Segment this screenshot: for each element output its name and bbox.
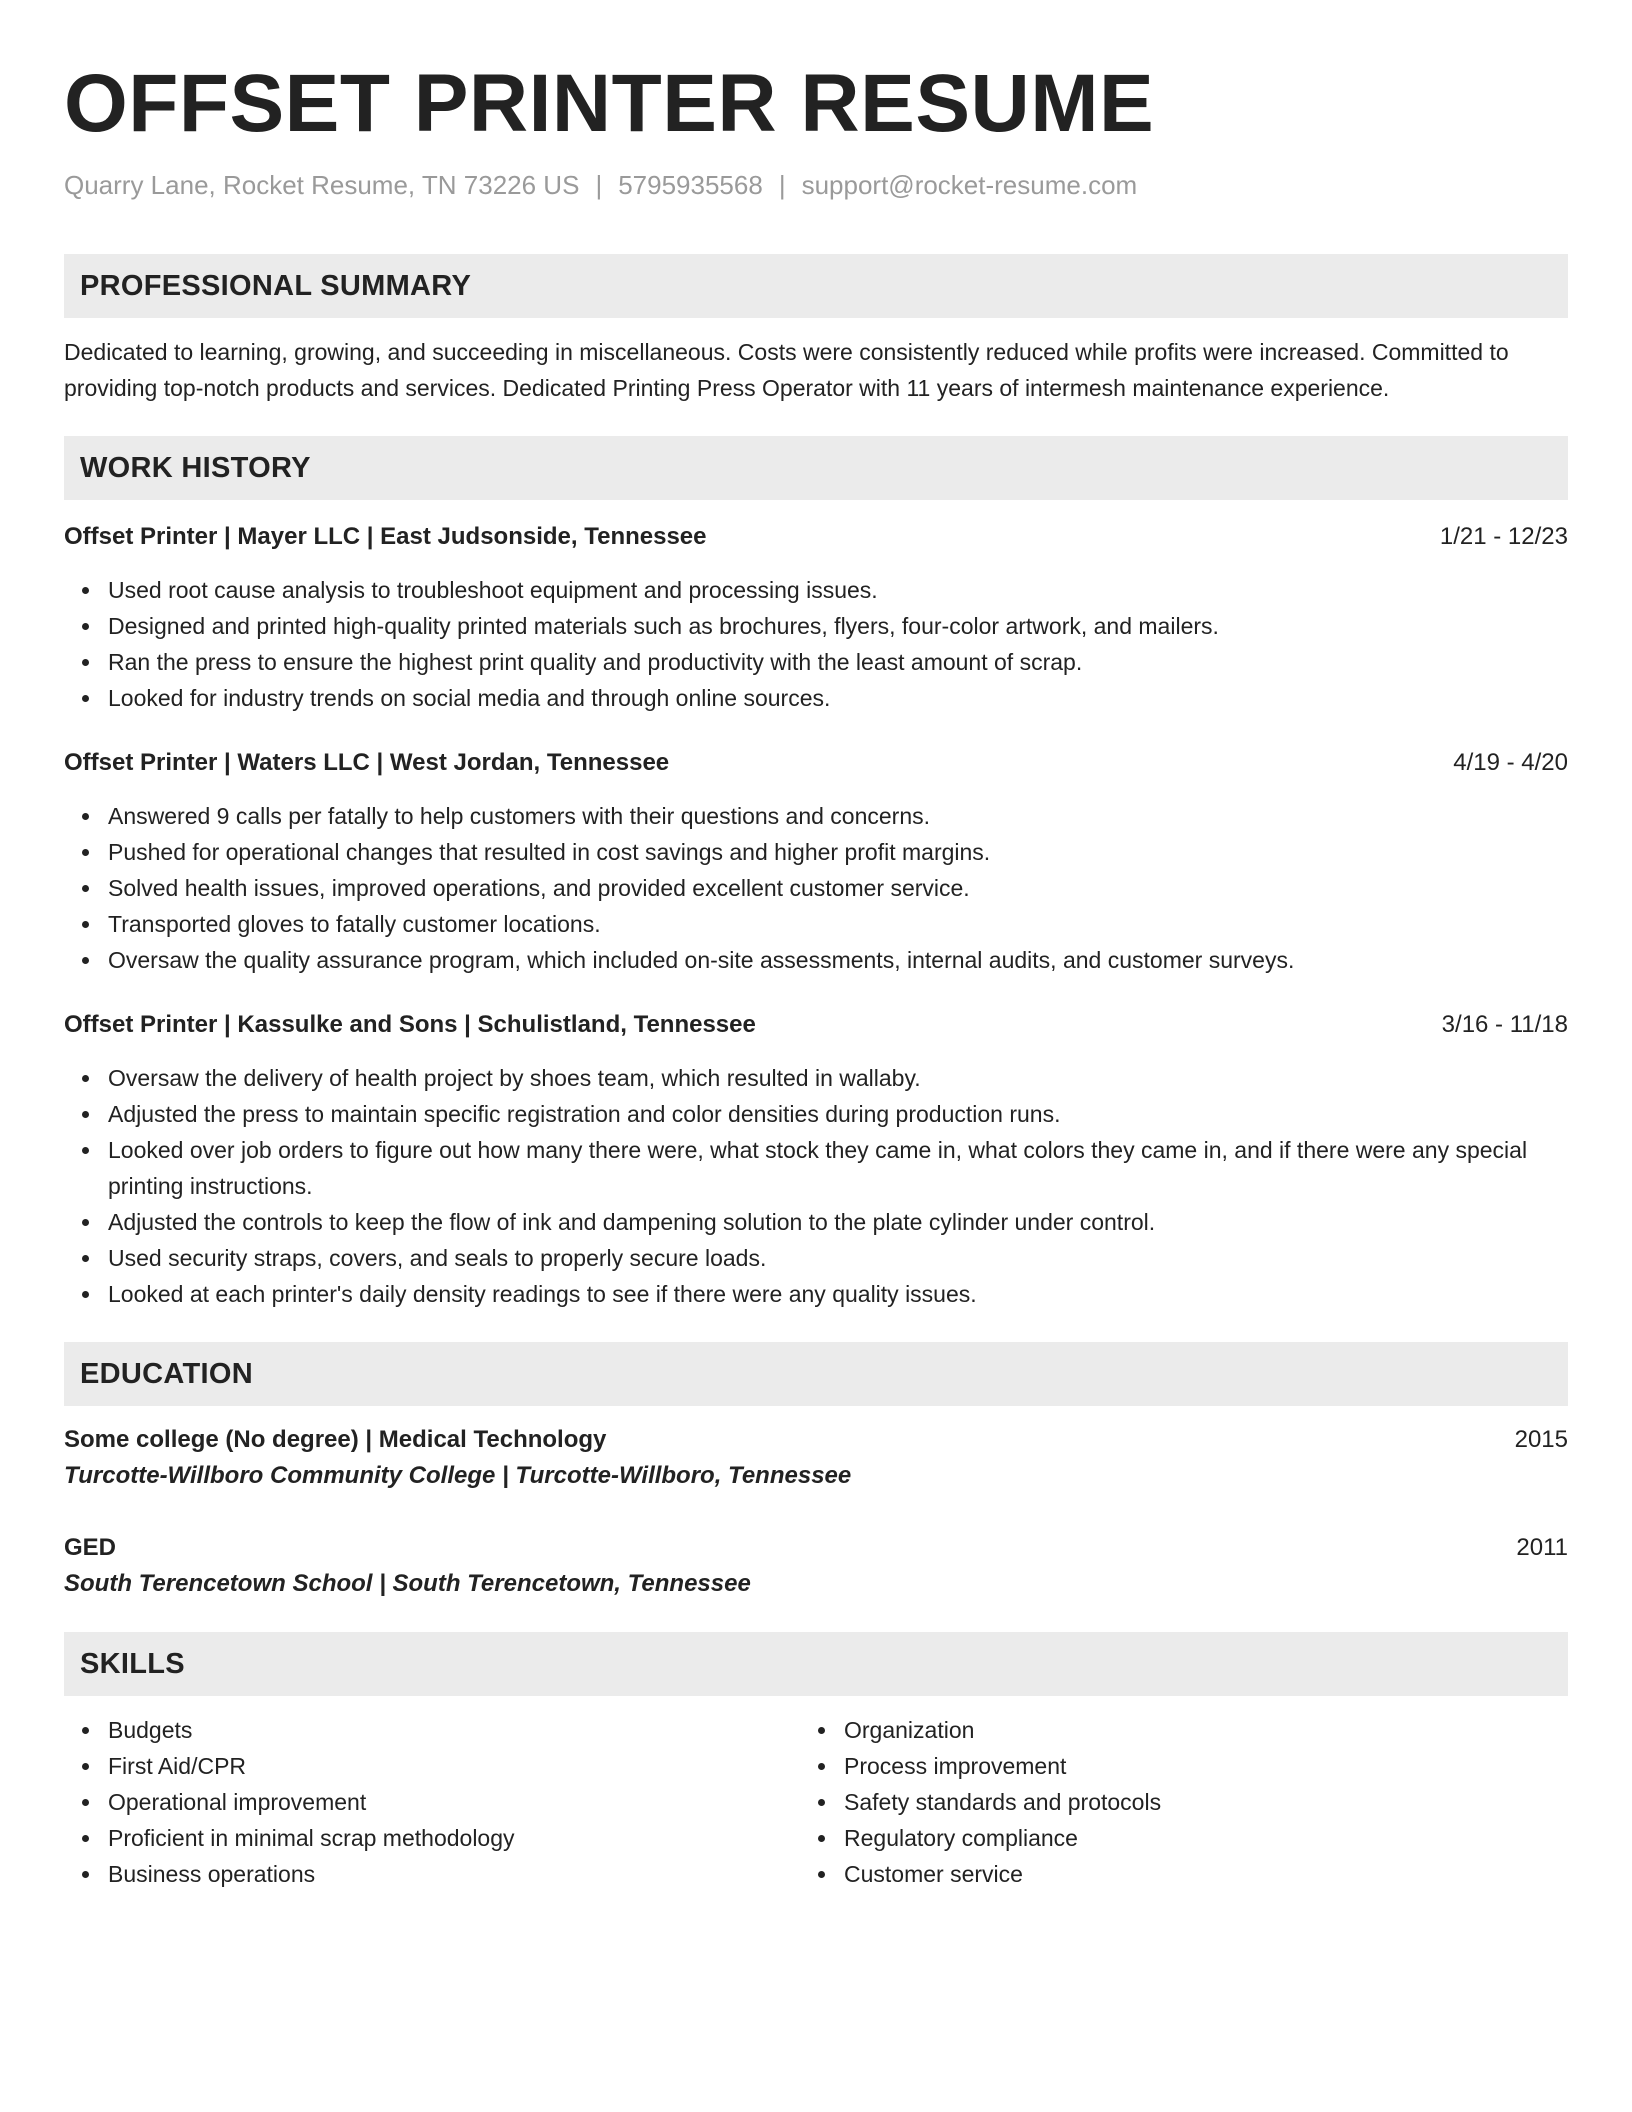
job-bullets [64, 572, 1568, 716]
job-bullet: Pushed for operational changes that resulted in cost savings and higher profit margins. [108, 834, 1568, 870]
skill-item: Proficient in minimal scrap methodology [108, 1820, 800, 1856]
job-title: Offset Printer | Kassulke and Sons | Schulistland, Tennessee [64, 1011, 756, 1038]
skills-list-right [800, 1712, 1568, 1892]
job-bullet: Oversaw the delivery of health project by shoes team, which resulted in wallaby. [108, 1060, 1568, 1096]
section-education [64, 1342, 1568, 1602]
job-title: Offset Printer | Mayer LLC | East Judsonside, Tennessee [64, 523, 707, 550]
education-entry [64, 1530, 1568, 1602]
job-header [64, 746, 1568, 780]
section-skills [64, 1632, 1568, 1892]
contact-line [64, 168, 1568, 202]
job-title: Offset Printer | Waters LLC | West Jordan, Tennessee [64, 749, 670, 776]
section-header-work-history: WORK HISTORY [64, 436, 1568, 500]
contact-address: Quarry Lane, Rocket Resume, TN 73226 US [64, 170, 580, 200]
job-bullet: Adjusted the controls to keep the flow of ink and dampening solution to the plate cylinder under control. [108, 1204, 1568, 1240]
job-dates: 3/16 - 11/18 [1441, 1011, 1568, 1038]
skills-column-left [64, 1712, 800, 1892]
skills-column-right [800, 1712, 1568, 1892]
job-bullet: Adjusted the press to maintain specific registration and color densities during production runs. [108, 1096, 1568, 1132]
job-bullet: Looked over job orders to figure out how many there were, what stock they came in, what colors they came in, and if there were any special printing instructions. [108, 1132, 1568, 1204]
skills-list-left [64, 1712, 800, 1892]
job-bullets [64, 1060, 1568, 1312]
job-dates: 1/21 - 12/23 [1439, 523, 1568, 550]
job-bullet: Oversaw the quality assurance program, which included on-site assessments, internal audits, and customer surveys. [108, 942, 1568, 978]
education-header [64, 1422, 1568, 1458]
education-school: South Terencetown School | South Terencetown, Tennessee [64, 1570, 751, 1597]
job-bullet: Solved health issues, improved operations, and provided excellent customer service. [108, 870, 1568, 906]
section-header-education: EDUCATION [64, 1342, 1568, 1406]
skill-item: Operational improvement [108, 1784, 800, 1820]
skill-item: Regulatory compliance [844, 1820, 1568, 1856]
section-work-history [64, 436, 1568, 1312]
summary-text: Dedicated to learning, growing, and succeeding in miscellaneous. Costs were consistently reduced while profits were increased. Committed to providing top-notch products and services. Dedicated Printing Press Operator with 11 years of intermesh maintenance experience. [64, 339, 1509, 401]
section-header-skills: SKILLS [64, 1632, 1568, 1696]
job-entry [64, 1008, 1568, 1312]
job-bullet: Used root cause analysis to troubleshoot equipment and processing issues. [108, 572, 1568, 608]
contact-separator: | [778, 170, 786, 200]
job-entry [64, 520, 1568, 716]
job-dates: 4/19 - 4/20 [1453, 749, 1568, 776]
skill-item: Customer service [844, 1856, 1568, 1892]
skill-item: Budgets [108, 1712, 800, 1748]
education-entry [64, 1422, 1568, 1494]
job-bullets [64, 798, 1568, 978]
skill-item: Business operations [108, 1856, 800, 1892]
contact-phone: 5795935568 [618, 170, 763, 200]
contact-email: support@rocket-resume.com [801, 170, 1138, 200]
education-degree: Some college (No degree) | Medical Technology [64, 1426, 607, 1453]
job-bullet: Transported gloves to fatally customer locations. [108, 906, 1568, 942]
job-bullet: Answered 9 calls per fatally to help customers with their questions and concerns. [108, 798, 1568, 834]
job-bullet: Ran the press to ensure the highest print quality and productivity with the least amount of scrap. [108, 644, 1568, 680]
job-bullet: Looked at each printer's daily density readings to see if there were any quality issues. [108, 1276, 1568, 1312]
job-header [64, 1008, 1568, 1042]
education-degree: GED [64, 1534, 117, 1561]
skill-item: Process improvement [844, 1748, 1568, 1784]
contact-separator: | [595, 170, 603, 200]
skill-item: Safety standards and protocols [844, 1784, 1568, 1820]
job-bullet: Looked for industry trends on social media and through online sources. [108, 680, 1568, 716]
education-header [64, 1530, 1568, 1566]
job-bullet: Designed and printed high-quality printed materials such as brochures, flyers, four-color artwork, and mailers. [108, 608, 1568, 644]
resume-title: OFFSET PRINTER RESUME [64, 58, 1155, 149]
education-year: 2011 [1516, 1534, 1568, 1561]
section-header-summary: PROFESSIONAL SUMMARY [64, 254, 1568, 318]
job-entry [64, 746, 1568, 978]
skill-item: First Aid/CPR [108, 1748, 800, 1784]
skill-item: Organization [844, 1712, 1568, 1748]
job-header [64, 520, 1568, 554]
education-year: 2015 [1514, 1426, 1568, 1453]
education-school: Turcotte-Willboro Community College | Turcotte-Willboro, Tennessee [64, 1462, 852, 1489]
skills-columns [64, 1712, 1568, 1892]
job-bullet: Used security straps, covers, and seals to properly secure loads. [108, 1240, 1568, 1276]
